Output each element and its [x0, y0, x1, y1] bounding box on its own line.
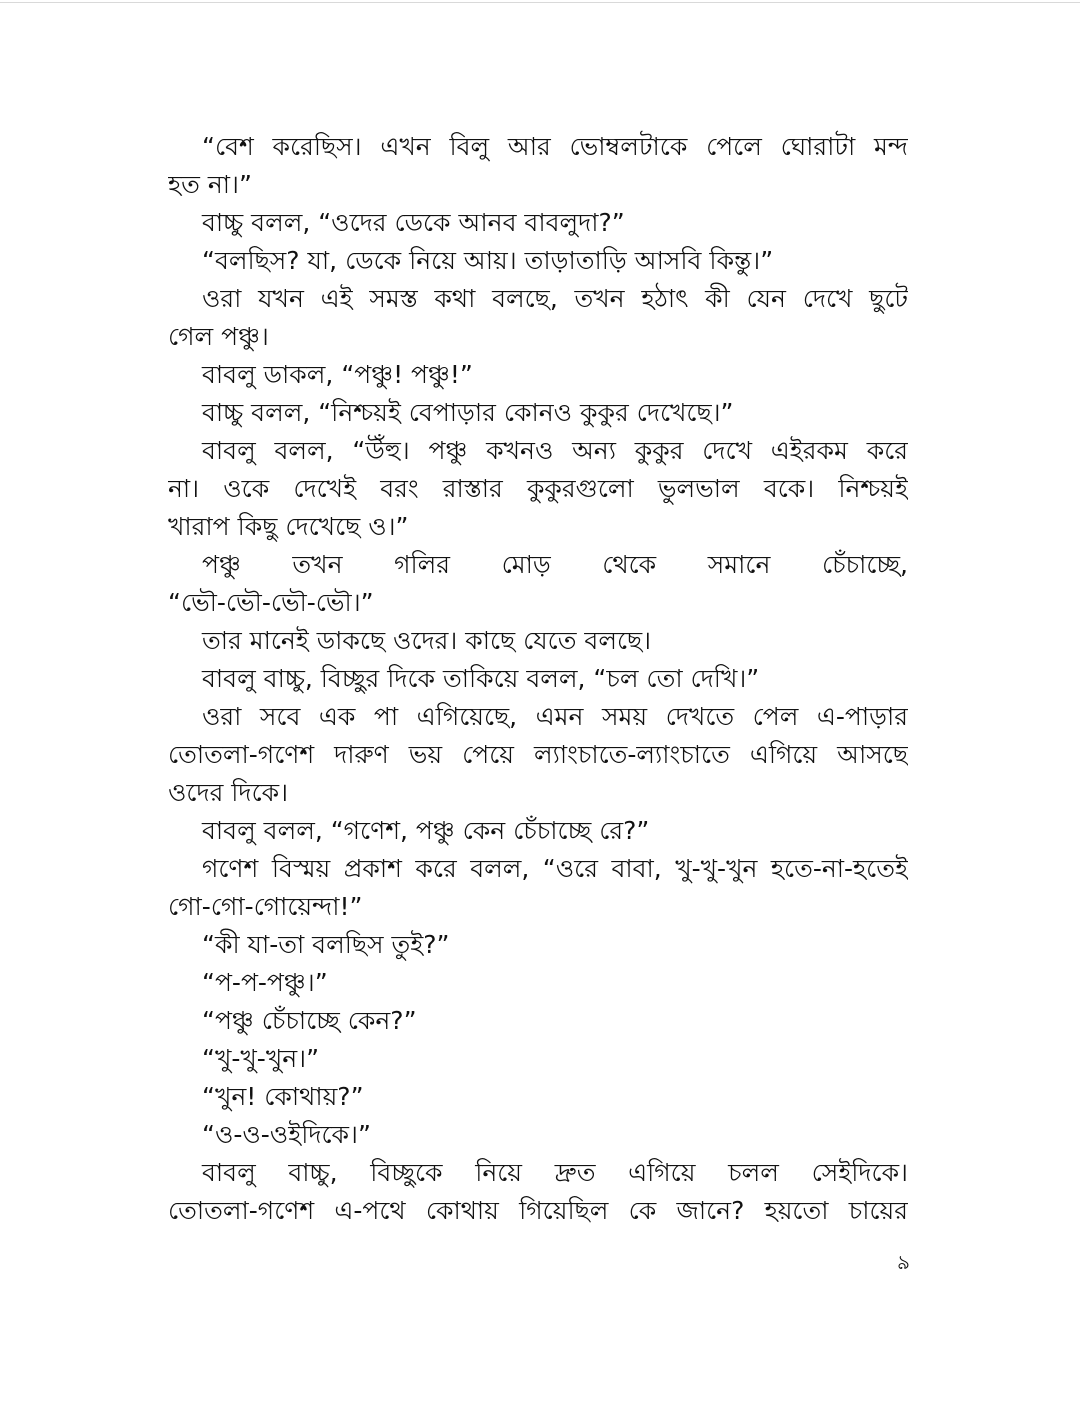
text-line: “খুন! কোথায়?”: [202, 1082, 364, 1111]
text-line: হত না।”: [168, 170, 252, 199]
text-line: “ভৌ-ভৌ-ভৌ-ভৌ।”: [168, 588, 374, 617]
text-line: “পঞ্চু চেঁচাচ্ছে কেন?”: [202, 1006, 417, 1035]
text-line: বাবলু বাচ্চু, বিচ্ছুকে নিয়ে দ্রুত এগিয়ে চলল সেইদিকে।: [202, 1158, 908, 1187]
text-line: “ও-ও-ওইদিকে।”: [202, 1120, 371, 1149]
text-line: ওদের দিকে।: [168, 778, 289, 807]
text-line: না। ওকে দেখেই বরং রাস্তার কুকুরগুলো ভুলভাল বকে। নিশ্চয়ই: [168, 474, 908, 503]
text-line: বাবলু বলল, “গণেশ, পঞ্চু কেন চেঁচাচ্ছে রে?”: [202, 816, 650, 845]
text-line: গো-গো-গোয়েন্দা!”: [168, 892, 363, 921]
text-line: ওরা সবে এক পা এগিয়েছে, এমন সময় দেখতে পেল এ-পাড়ার: [202, 702, 908, 731]
text-line: “বেশ করেছিস। এখন বিলু আর ভোম্বলটাকে পেলে ঘোরাটা মন্দ: [202, 132, 908, 161]
text-line: “কী যা-তা বলছিস তুই?”: [202, 930, 450, 959]
text-line: ওরা যখন এই সমস্ত কথা বলছে, তখন হঠাৎ কী যেন দেখে ছুটে: [202, 284, 908, 313]
text-line: তোতলা-গণেশ এ-পথে কোথায় গিয়েছিল কে জানে? হয়তো চায়ের: [168, 1196, 908, 1225]
text-line: খারাপ কিছু দেখেছে ও।”: [168, 512, 409, 541]
text-line: “বলছিস? যা, ডেকে নিয়ে আয়। তাড়াতাড়ি আসবি কিন্তু।”: [202, 246, 774, 275]
text-line: গেল পঞ্চু।: [168, 322, 269, 351]
text-line: তোতলা-গণেশ দারুণ ভয় পেয়ে ল্যাংচাতে-ল্যাংচাতে এগিয়ে আসছে: [168, 740, 908, 769]
text-line: তার মানেই ডাকছে ওদের। কাছে যেতে বলছে।: [202, 626, 652, 655]
page-number: ৯: [897, 1250, 910, 1274]
text-line: বাবলু বলল, “উঁহু। পঞ্চু কখনও অন্য কুকুর দেখে এইরকম করে: [202, 436, 908, 465]
text-line: গণেশ বিস্ময় প্রকাশ করে বলল, “ওরে বাবা, খু-খু-খুন হতে-না-হতেই: [202, 854, 908, 883]
page-body-text: [168, 128, 908, 1230]
top-border-line: [0, 2, 1080, 3]
text-line: বাবলু বাচ্চু, বিচ্ছুর দিকে তাকিয়ে বলল, “চল তো দেখি।”: [202, 664, 760, 693]
text-line: “খু-খু-খুন।”: [202, 1044, 320, 1073]
text-line: বাচ্চু বলল, “নিশ্চয়ই বেপাড়ার কোনও কুকুর দেখেছে।”: [202, 398, 734, 427]
text-line: বাবলু ডাকল, “পঞ্চু! পঞ্চু!”: [202, 360, 473, 389]
text-line: “প-প-পঞ্চু।”: [202, 968, 328, 997]
text-line: পঞ্চু তখন গলির মোড় থেকে সমানে চেঁচাচ্ছে,: [202, 550, 908, 579]
text-line: বাচ্চু বলল, “ওদের ডেকে আনব বাবলুদা?”: [202, 208, 625, 237]
